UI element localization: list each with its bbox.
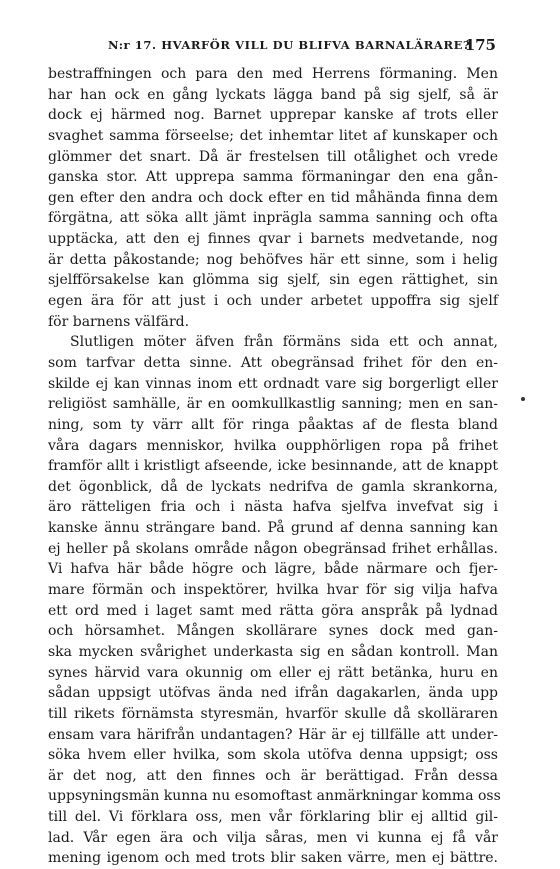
text-line: äro rätteligen fria och i nästa hafva sjelfva invefvat sig i <box>48 499 498 516</box>
text-line: dock ej härmed nog. Barnet upprepar kanske af trots eller <box>48 107 498 124</box>
text-line: är detta påkostande; nog behöfves här ett sinne, som i helig <box>48 251 498 268</box>
text-line: mening igenom och med trots blir saken värre, men ej bättre. <box>48 850 498 867</box>
text-line: Vi hafva här både högre och lägre, både närmare och fjer- <box>48 561 498 578</box>
margin-dot <box>521 397 525 401</box>
text-line: sjelfförsakelse kan glömma sig sjelf, sin egen rättighet, sin <box>48 272 498 289</box>
text-line: det ögonblick, då de lyckats nedrifva de gamla skrankorna, <box>48 478 498 495</box>
text-line: som tarfvar detta sinne. Att obegränsad frihet för den en- <box>48 354 498 371</box>
text-line: och hörsamhet. Mången skollärare synes dock med gan- <box>48 623 498 640</box>
text-line: egen ära för att just i och under arbetet uppoffra sig sjelf <box>48 293 498 310</box>
text-line: synes härvid vara okunnig om eller ej rätt betänka, huru en <box>48 664 498 681</box>
text-line: ensam vara härifrån undantagen? Här är ej tillfälle att under- <box>48 726 498 743</box>
text-line: religiöst samhälle, är en oomkullkastlig sanning; men en san- <box>48 396 498 413</box>
text-line: för barnens välfärd. <box>48 313 190 330</box>
text-line: glömmer det snart. Då är frestelsen till otålighet och vrede <box>48 148 498 165</box>
text-line: bestraffningen och para den med Herrens förmaning. Men <box>48 66 498 82</box>
text-line: ej heller på skolans område någon obegränsad frihet erhållas. <box>48 540 498 557</box>
text-line: kanske ännu strängare band. På grund af denna sanning kan <box>48 520 498 537</box>
text-line: har han ock en gång lyckats lägga band på sig sjelf, så är <box>48 86 498 103</box>
text-line: söka hvem eller hvilka, som skola utöfva denna uppsigt; oss <box>48 747 498 764</box>
text-line: gen efter den andra och dock efter en tid måhända finna dem <box>48 189 498 206</box>
text-line: Slutligen möter äfven från förmäns sida ett och annat, <box>70 334 498 351</box>
text-line: framför allt i kristligt afseende, icke besinnande, att de knappt <box>48 458 498 475</box>
text-line: upptäcka, att den ej finnes qvar i barnets medvetande, nog <box>48 231 498 248</box>
text-line: sådan uppsigt utöfvas ända ned ifrån dagakarlen, ända upp <box>48 685 498 702</box>
text-line: till rikets förnämsta styresmän, hvarför skulle då skolläraren <box>48 705 498 722</box>
body-text <box>48 64 501 869</box>
running-head: N:r 17. HVARFÖR VILL DU BLIFVA BARNALÄRARE? <box>108 38 471 52</box>
text-line: mare förmän och inspektörer, hvilka hvar för sig vilja hafva <box>48 582 498 599</box>
page-number: 175 <box>464 36 496 54</box>
text-line: våra dagars menniskor, hvilka oupphörligen ropa på frihet <box>48 437 498 454</box>
text-line: svaghet samma förseelse; det inhemtar litet af kunskaper och <box>48 127 498 144</box>
page-header <box>52 36 496 54</box>
text-line: förgätna, att söka allt jämt inprägla samma sanning och ofta <box>48 210 498 227</box>
text-line: skilde ej kan vinnas inom ett ordnadt vare sig borgerligt eller <box>48 375 498 392</box>
text-line: ska mycken svårighet underkasta sig en sådan kontroll. Man <box>48 643 498 660</box>
text-line: uppsyningsmän kunna nu esomoftast anmärkningar komma oss <box>48 788 501 805</box>
text-line: ett ord med i laget samt med rätta göra anspråk på lydnad <box>48 602 498 619</box>
text-line: ning, som ty värr allt för ringa påaktas af de flesta bland <box>48 416 498 433</box>
text-line: är det nog, att den finnes och är berättigad. Från dessa <box>48 767 498 784</box>
text-line: lad. Vår egen ära och vilja såras, men vi kunna ej få vår <box>48 829 498 846</box>
text-line: till del. Vi förklara oss, men vår förklaring blir ej alltid gil- <box>48 809 498 826</box>
text-line: ganska stor. Att upprepa samma förmaningar den ena gån- <box>48 169 498 186</box>
